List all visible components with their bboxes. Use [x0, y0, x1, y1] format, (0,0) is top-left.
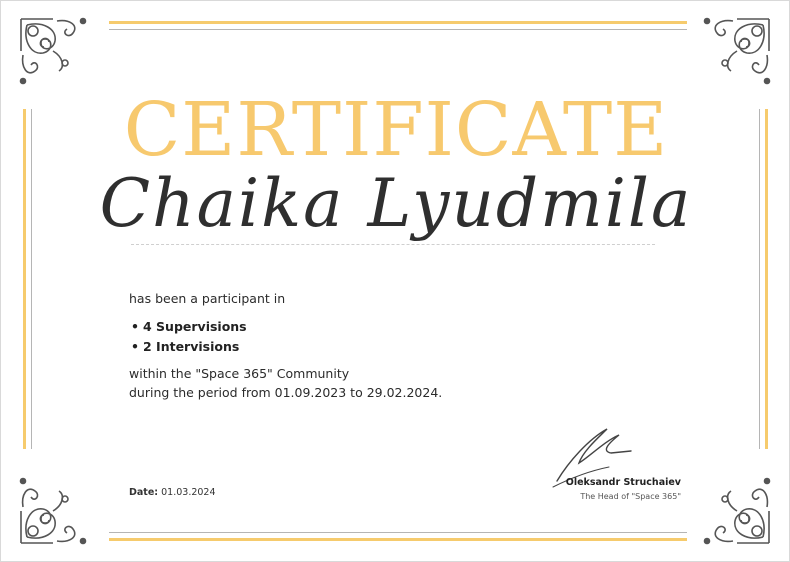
signer-name: Oleksandr Struchaiev	[565, 477, 681, 488]
top-gold-line	[109, 21, 687, 24]
recipient-name: Chaika Lyudmila	[99, 165, 693, 242]
list-item-label: 2 Intervisions	[143, 339, 240, 354]
list-item: • 4 Supervisions	[131, 319, 247, 334]
name-underline	[131, 244, 655, 245]
certificate-title: CERTIFICATE	[123, 87, 669, 173]
date-value: 01.03.2024	[161, 487, 216, 498]
bottom-grey-line	[109, 532, 687, 533]
list-item-label: 4 Supervisions	[143, 319, 247, 334]
bottom-gold-line	[109, 538, 687, 541]
corner-ornament-icon	[13, 461, 103, 551]
activity-list	[131, 317, 247, 357]
community-text: within the "Space 365" Community	[129, 366, 350, 381]
intro-text: has been a participant in	[129, 291, 286, 306]
list-item: • 2 Intervisions	[131, 339, 240, 354]
signer-role: The Head of "Space 365"	[580, 492, 681, 501]
top-grey-line	[109, 29, 687, 30]
issue-date	[129, 487, 216, 498]
corner-ornament-icon	[687, 461, 777, 551]
period-text: during the period from 01.09.2023 to 29.02.2024.	[129, 385, 443, 400]
date-label: Date:	[129, 487, 159, 498]
